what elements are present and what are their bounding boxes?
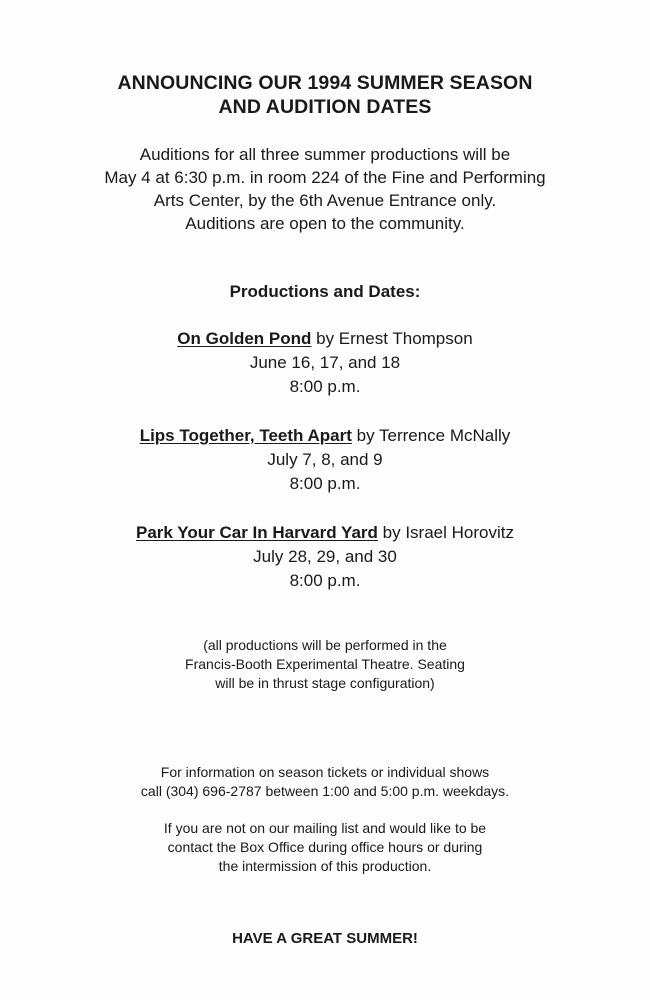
note-line: will be in thrust stage configuration) (215, 675, 435, 691)
info-line: call (304) 696-2787 between 1:00 and 5:00 p.m. weekdays. (140, 783, 510, 799)
show-author: by Israel Horovitz (377, 523, 514, 542)
production-title-line (0, 424, 650, 448)
page-title (0, 71, 650, 119)
mailing-list-info (0, 819, 650, 876)
intro-line: Auditions are open to the community. (185, 214, 465, 233)
note-line: (all productions will be performed in the (203, 637, 447, 653)
production-title-line (0, 327, 650, 351)
intro-line: May 4 at 6:30 p.m. in room 224 of the Fine and Performing (104, 168, 546, 187)
audition-announcement (0, 143, 650, 235)
show-dates: July 7, 8, and 9 (267, 450, 383, 469)
title-line-2: AND AUDITION DATES (218, 96, 432, 118)
show-title: Park Your Car In Harvard Yard (136, 523, 378, 542)
intro-line: Auditions for all three summer productions will be (139, 145, 511, 164)
intro-line: Arts Center, by the 6th Avenue Entrance only. (153, 191, 497, 210)
production-3 (0, 521, 650, 593)
show-time: 8:00 p.m. (289, 377, 361, 396)
ticket-info (0, 763, 650, 801)
note-line: Francis-Booth Experimental Theatre. Seating (185, 656, 465, 672)
productions-heading: Productions and Dates: (229, 282, 421, 301)
mailing-line: contact the Box Office during office hours or during (167, 839, 483, 855)
show-author: by Terrence McNally (351, 426, 511, 445)
production-title-line (0, 521, 650, 545)
mailing-line: If you are not on our mailing list and would like to be (163, 820, 487, 836)
show-title: On Golden Pond (177, 329, 312, 348)
mailing-line: the intermission of this production. (218, 858, 432, 874)
title-line-1: ANNOUNCING OUR 1994 SUMMER SEASON (117, 72, 533, 94)
show-dates: July 28, 29, and 30 (253, 547, 397, 566)
closing-message: HAVE A GREAT SUMMER! (232, 930, 418, 947)
venue-note (0, 636, 650, 693)
production-2 (0, 424, 650, 496)
show-time: 8:00 p.m. (289, 474, 361, 493)
show-time: 8:00 p.m. (289, 571, 361, 590)
show-author: by Ernest Thompson (311, 329, 473, 348)
show-title: Lips Together, Teeth Apart (139, 426, 352, 445)
info-line: For information on season tickets or individual shows (160, 764, 490, 780)
production-1 (0, 327, 650, 399)
show-dates: June 16, 17, and 18 (249, 353, 401, 372)
